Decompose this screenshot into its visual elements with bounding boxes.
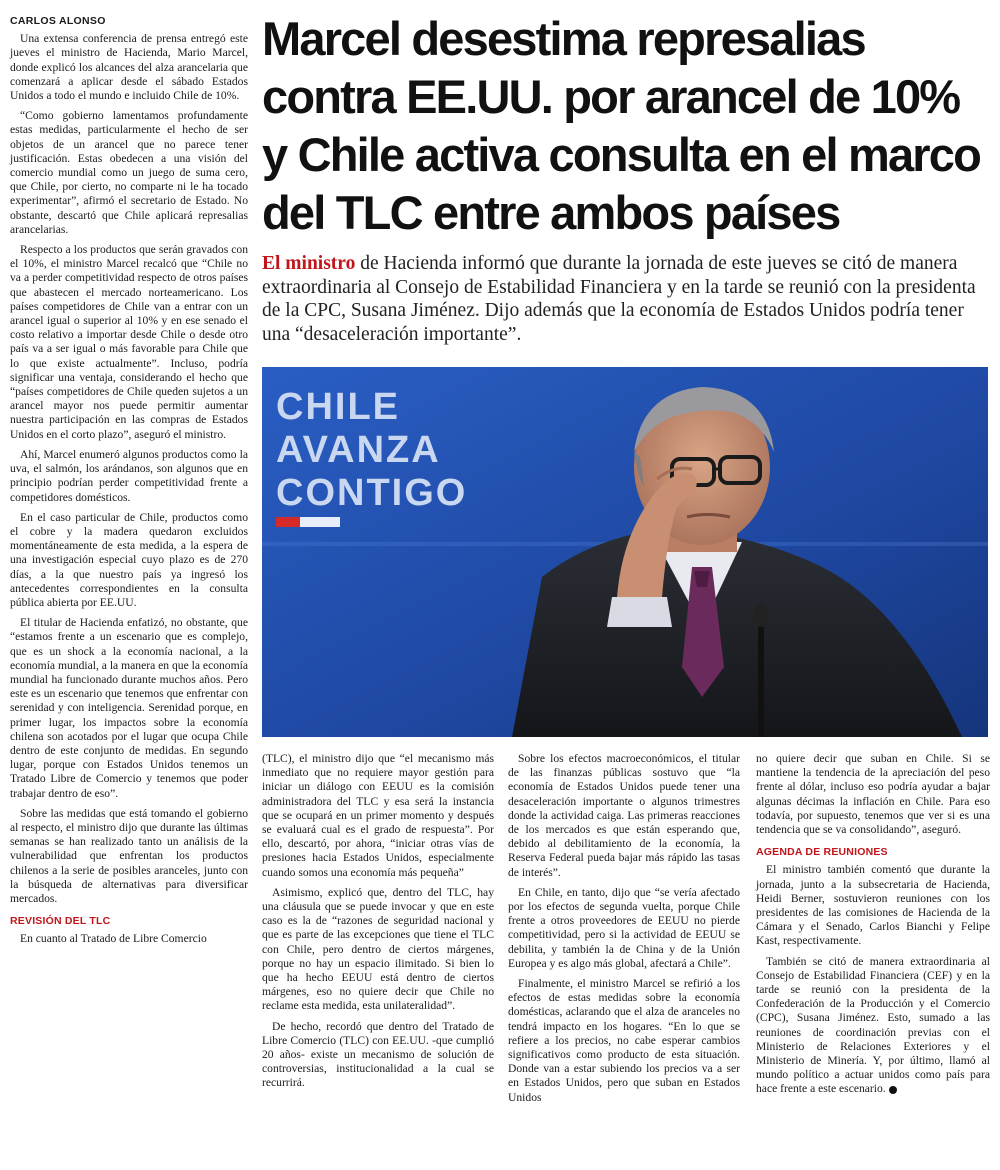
backdrop-text-2: AVANZA [276,429,441,471]
paragraph: Sobre los efectos macroeconómicos, el titular de las finanzas públicas sostuvo que “la economía de Estados Unidos puede tener una desaceleración importante o algunos trimestres donde la actividad caiga. Las primeras reacciones de los mercados es que están esperando que, debido al debilitamiento de la economía, la Reserva Federal pueda bajar más rápido las tasas de interés”. [508,752,740,879]
end-of-article-icon [889,1086,897,1094]
paragraph: En Chile, en tanto, dijo que “se vería afectado por los efectos de segunda vuelta, porque Chile frente a otros proveedores de EEUU no pierde competitividad, pero si la actividad de EEUU se debilita, y también la de China y de la Unión Europea y es algo más global, afectará a Chile”. [508,885,740,970]
headline-line: contra EE.UU. por arancel de 10% [262,70,960,123]
headline-line: del TLC entre ambos países [262,186,840,239]
paragraph: Sobre las medidas que está tomando el gobierno al respecto, el ministro dijo que durante las últimas semanas se han realizado tanto un análisis de la vulnerabilidad que enfrentan los productos chilenos a la serie de posibles aranceles, junto con la búsqueda de alternativas para diversificar mercados. [10,806,248,905]
backdrop-text-1: CHILE [276,386,400,428]
paragraph: Finalmente, el ministro Marcel se refirió a los efectos de estas medidas sobre la economía domésticas, aclarando que el alza de aranceles no tendrá impacto en los hogares. “En lo que se refiere a los precios, no cabe esperar cambios significativos como producto de esta situación. Donde van a estar subiendo los precios va a ser en Estados Unidos, pero que suban en Estados Unidos [508,977,740,1104]
news-photo [262,367,988,737]
article-column-4 [756,752,990,1103]
paragraph: De hecho, recordó que dentro del Tratado de Libre Comercio (TLC) con EE.UU. -que cumplió 20 años- existe un mecanismo de solución de controversias, institucionalidad a la cual se recurrirá. [262,1019,494,1090]
deck-lead: El ministro [262,253,356,274]
paragraph: “Como gobierno lamentamos profundamente estas medidas, particularmente el hecho de ser objetos de un arancel que no parece tener justificación. Estas obedecen a una visión del comercio mundial como un juego de suma cero, que Chile, por cierto, no comparte ni le ha tocado experimentar”, afirmó el secretario de Estado. No obstante, descartó que Chile aplicará represalias arancelarias. [10,109,248,236]
paragraph: Ahí, Marcel enumeró algunos productos como la uva, el salmón, los arándanos, son algunos que en principio podrían perder competitividad frente a competidores domésticos. [10,447,248,504]
deck-text: de Hacienda informó que durante la jornada de este jueves se citó de manera extraordinaria al Consejo de Estabilidad Financiera y en la tarde se reunió con la presidenta de la CPC, Susana Jiménez. Dijo además que la economía de Estados Unidos podría tener una “desaceleración importante”. [262,253,976,345]
article-column-1 [10,14,248,953]
article-column-3 [508,752,740,1111]
paragraph: Respecto a los productos que serán gravados con el 10%, el ministro Marcel recalcó que “Chile no va a perder competitividad respecto de otros países que abastecen el mercado norteamericano. Los países competidores de Chile van a entrar con un arancel igual o superior al 10% y en ese senado el costo relativo a importar desde Chile o desde otro país va a ser igual o más favorable para Chile que lo que existe actualmente”. Incluso, podría significar una ventaja, considerando el hecho que “países competidores de Chile queden sujetos a un arancel mayor nos puede permitir aumentar nuestra participación en las compras de Estados Unidos en el corto plazo”, aseguró el ministro. [10,243,248,441]
paragraph: (TLC), el ministro dijo que “el mecanismo más inmediato que no requiere mayor gestión para iniciar un diálogo con EEUU es la comisión administradora del TLC y esa será la instancia que se ocupará en un primer momento y después se evaluará cual es el grado de respuesta”. Por ello, descartó, por ahora, “iniciar otras vías de presiones hacia Estados Unidos, especialmente cuando somos una economía más pequeña” [262,752,494,879]
headline-line: Marcel desestima represalias [262,12,865,65]
subhead-agenda-reuniones: AGENDA DE REUNIONES [756,846,888,859]
backdrop-text-3: CONTIGO [276,472,468,514]
paragraph: En el caso particular de Chile, productos como el cobre y la madera quedaron excluidos momentáneamente de esta medida, a la espera de una investigación especial cuyo plazo es de 270 días, a la que nuestro país ya ingresó los antecedentes correspondientes en la consulta pública abierta por EE.UU. [10,510,248,609]
paragraph: El titular de Hacienda enfatizó, no obstante, que “estamos frente a un escenario que es complejo, que es un shock a la economía nacional, a la economía mundial, a la manera en que la economía mundial ha funcionado durante muchos años. Pero este es un escenario que tenemos que enfrentar con serenidad y con inteligencia. Serenidad porque, en primer lugar, los impactos sobre la economía chilena son acotados por el lugar que ocupa Chile dentro de este conjunto de medidas. En segundo lugar, porque con Estados Unidos tenemos un Tratado Libre de Comercio y tenemos que poder trabajar dentro de eso”. [10,616,248,800]
photo-illustration [262,367,988,737]
paragraph-text: También se citó de manera extraordinaria al Consejo de Estabilidad Financiera (CEF) y en la tarde se reunió con la presidenta de la Confederación de la Producción y el Comercio (CPC), Susana Jiménez. Esto, sumado a las reuniones de coordinación previas con el Ministerio de Relaciones Exteriores y el Ministerio de Minería. Y, por último, llamó al mundo político a actuar unidos como país para hace frente a este escenario. [756,954,990,1096]
paragraph: Una extensa conferencia de prensa entregó este jueves el ministro de Hacienda, Mario Marcel, donde explicó los alcances del alza arancelaria que comenzará a aplicar desde el sábado Estados Unidos a todo el mundo e incluido Chile de 10%. [10,32,248,103]
paragraph: no quiere decir que suban en Chile. Si se mantiene la tendencia de la apreciación del peso frente al dólar, incluso eso podría ayudar a bajar algunas décimas la inflación en Chile. Para eso todavía, por supuesto, tenemos que ver si es una tendencia que se va consolidando”, aseguró. [756,752,990,837]
paragraph [756,955,990,1097]
byline: CARLOS ALONSO [10,15,106,27]
headline [262,10,992,242]
paragraph: Asimismo, explicó que, dentro del TLC, hay una cláusula que se puede invocar y que en este caso es la de “razones de seguridad nacional y que es parte de las excepciones que tiene el TLC con Chile, pero dentro de ciertos márgenes, porque no hay un espacio ilimitado. Si bien lo que ha hecho EEUU está dentro de ciertos márgenes, eso no quiere decir que Chile no reclame esta medida, esta unilateralidad”. [262,885,494,1013]
paragraph: En cuanto al Tratado de Libre Comercio [20,932,207,946]
subhead-revision-tlc: REVISIÓN DEL TLC [10,915,111,928]
article-column-2 [262,752,494,1097]
headline-line: y Chile activa consulta en el marco [262,128,981,181]
paragraph: El ministro también comentó que durante la jornada, junto a la subsecretaria de Hacienda, Heidi Berner, sostuvieron reuniones con los presidentes de las comisiones de Hacienda de la Cámara y el Senado, Carlos Bianchi y Felipe Kast, respectivamente. [756,863,990,948]
deck [262,252,990,346]
